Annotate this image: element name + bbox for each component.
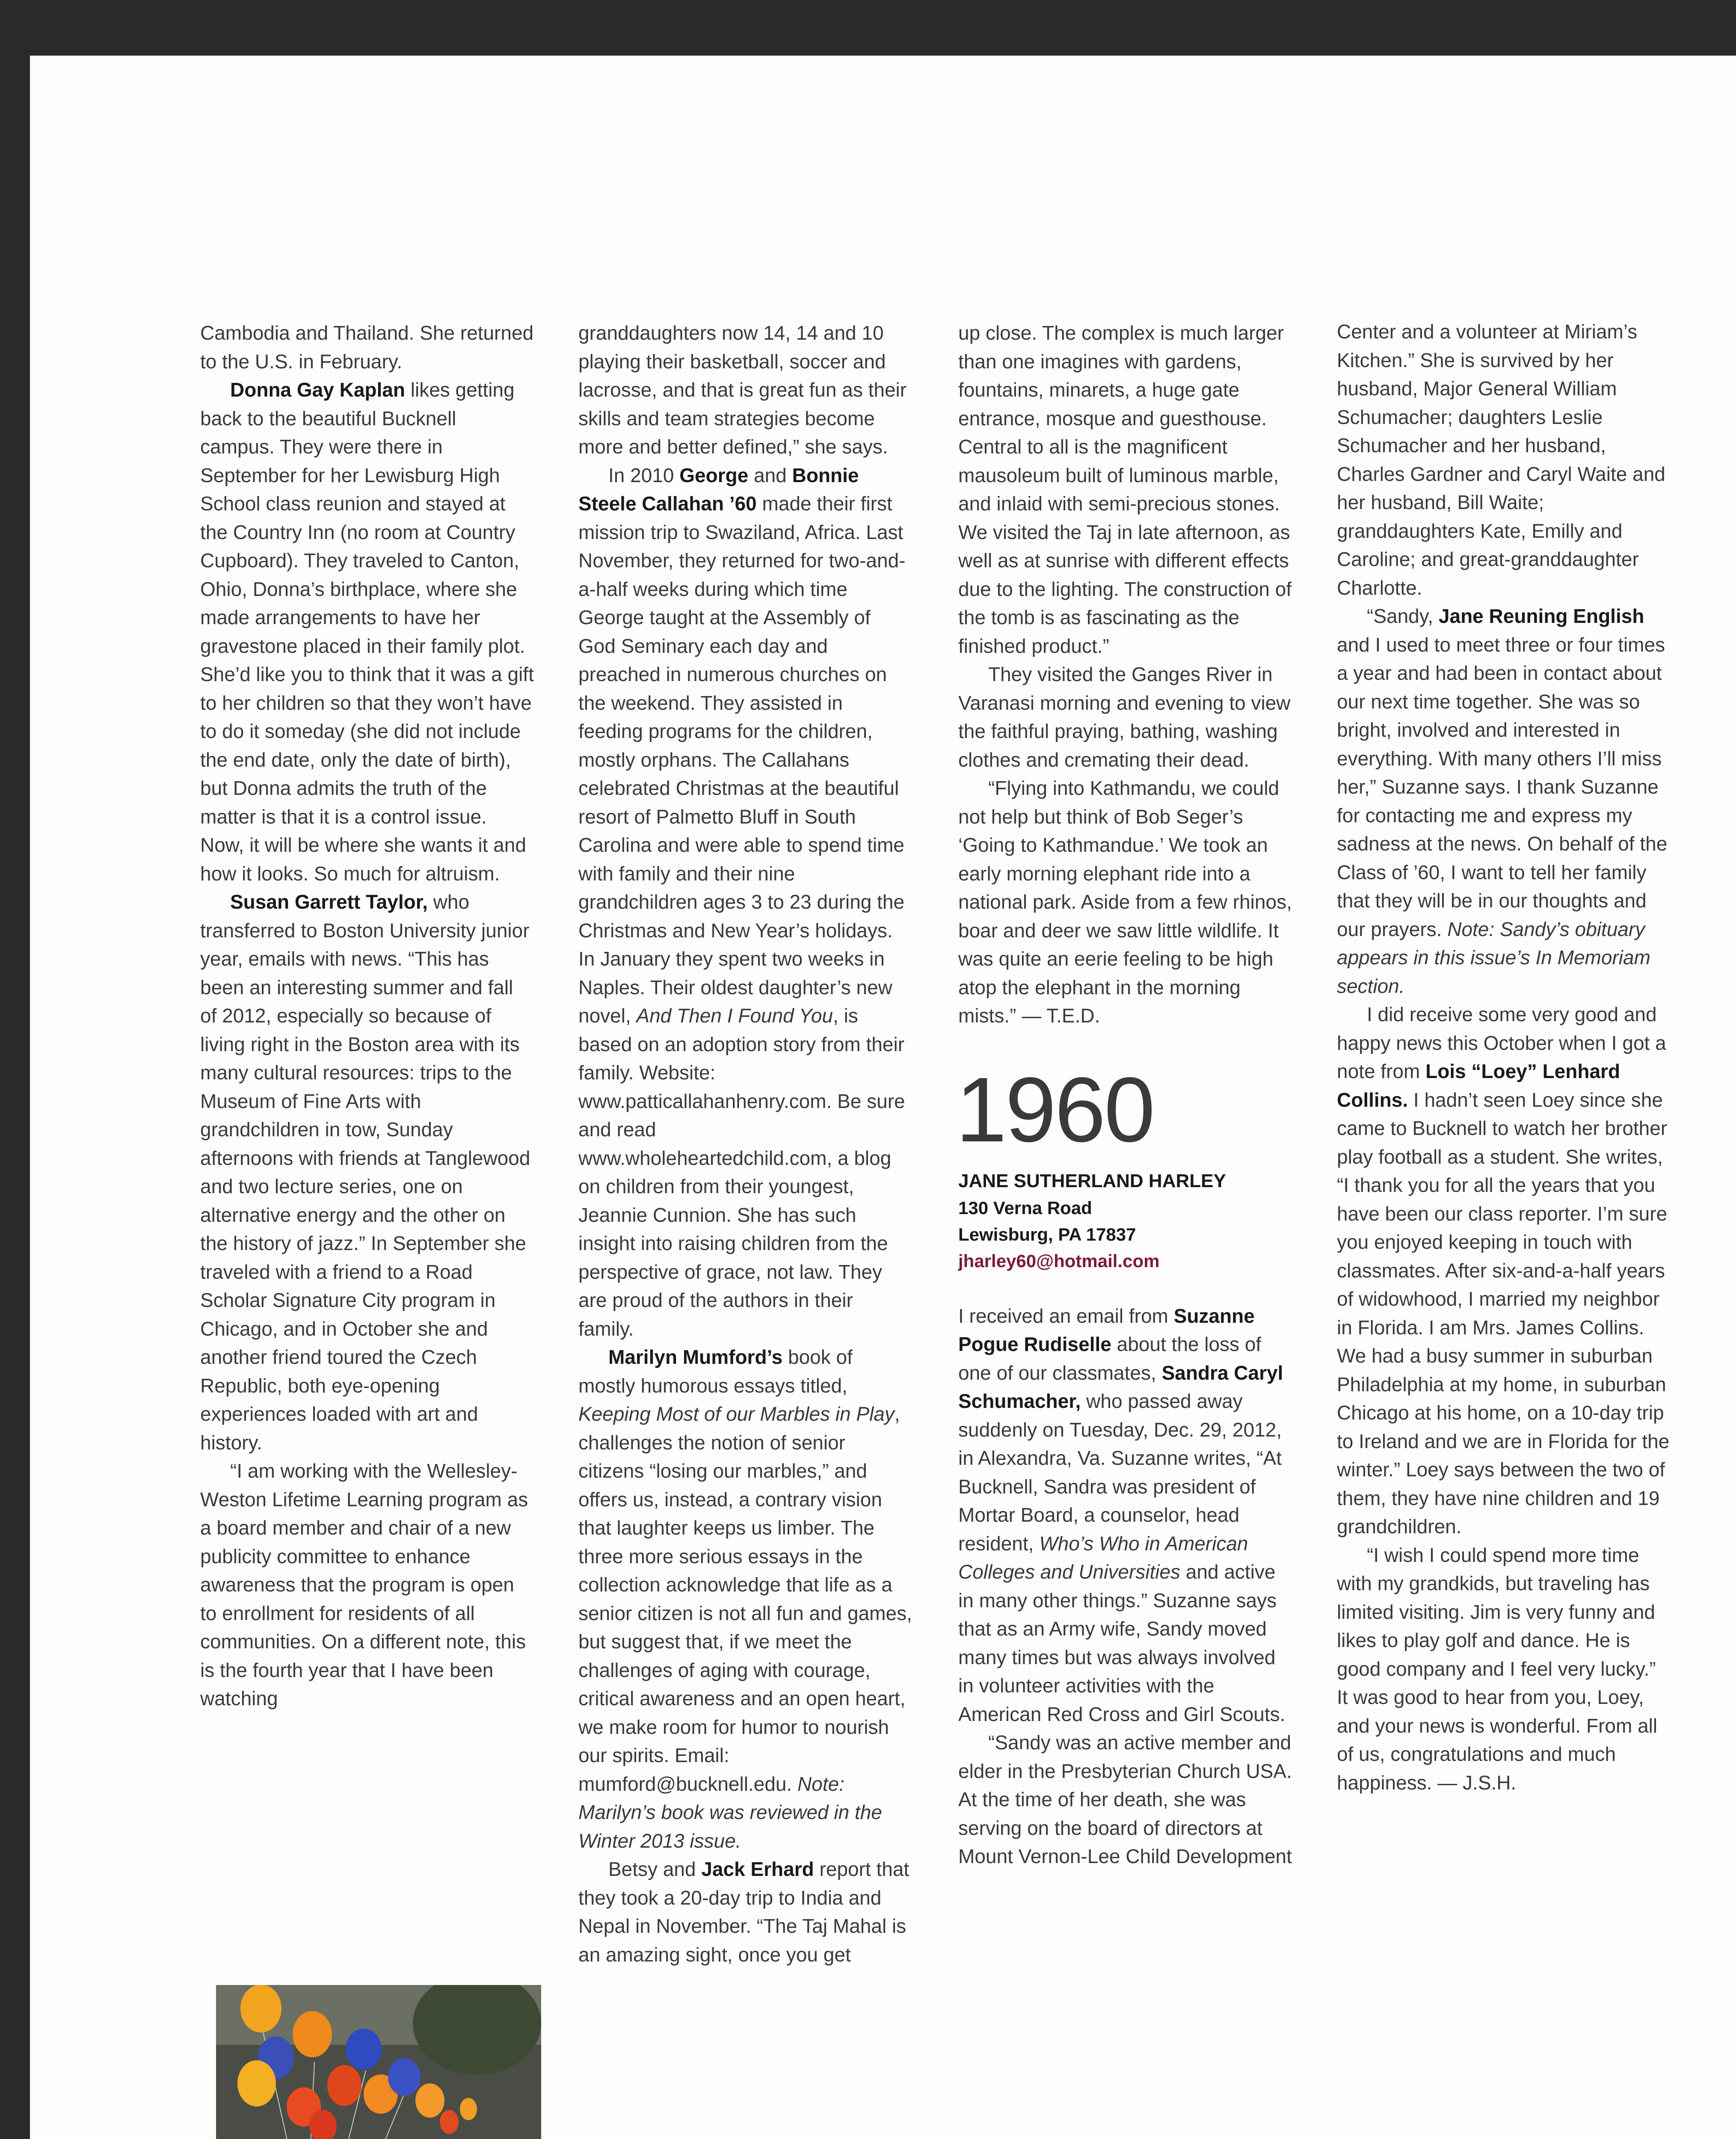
classmate-name: Lois “Loey” Lenhard Collins. xyxy=(1337,1060,1620,1111)
editor-note: Note: Marilyn’s book was reviewed in the Winter 2013 issue. xyxy=(578,1772,882,1852)
paragraph: “Sandy, Jane Reuning English and I used to meet three or four times a year and had been in contact about our next time together. She was so bright, involved and interested in everything. With many others I’ll miss her,” Suzanne says. I thank Suzanne for contacting me and express my sadness at the news. On behalf of the Class of ’60, I want to tell her family that they will be in our thoughts and our prayers. Note: Sandy’s obituary appears in this issue’s In Memoriam section. xyxy=(1337,605,1668,997)
column-4 xyxy=(1337,317,1671,1797)
book-title: And Then I Found You xyxy=(636,1004,833,1027)
paragraph: They visited the Ganges River in Varanasi morning and evening to view the faithful praying, bathing, washing clothes and cremating their dead. xyxy=(958,663,1291,771)
balloons-photo xyxy=(216,1985,541,2139)
class-year-heading: 1960 xyxy=(956,1058,1154,1161)
classmate-name: Jack Erhard xyxy=(701,1858,814,1880)
paragraph: I received an email from Suzanne Pogue Rudiselle about the loss of one of our classmates, Sandra Caryl Schumacher, who passed away suddenly on Tuesday, Dec. 29, 2012, in Alexandra, Va. Suzanne writes, “At Bucknell, Sandra was president of Mortar Board, a counselor, head resident, Who’s Who in American Colleges and Universities and active in many other things.” Suzanne says that as an Army wife, Sandy moved many times but was always involved in volunteer activities with the American Red Cross and Girl Scouts. xyxy=(958,1304,1286,1725)
classmate-name: Donna Gay Kaplan xyxy=(230,379,405,401)
paragraph: Cambodia and Thailand. She returned to the U.S. in February. xyxy=(200,322,534,373)
paragraph: Donna Gay Kaplan likes getting back to the beautiful Bucknell campus. They were there in September for her Lewisburg High School class reunion and stayed at the Country Inn (no room at Country Cupboard). They traveled to Canton, Ohio, Donna’s birthplace, where she made arrangements to have her gravestone placed in their family plot. She’d like you to think that it was a gift to her children so that they won’t have to do it someday (she did not include the end date, only the date of birth), but Donna admits the truth of the matter is that it is a control issue. Now, it will be where she wants it and how it looks. So much for altruism. xyxy=(200,379,534,885)
paragraph: “I wish I could spend more time with my grandkids, but traveling has limited visiting. Jim is very funny and likes to play golf and dance. He is good company and I feel very lucky.” It was good to hear from you, Loey, and your news is wonderful. From all of us, congratulations and much happiness. — J.S.H. xyxy=(1337,1544,1658,1794)
reporter-name: JANE SUTHERLAND HARLEY xyxy=(958,1170,1226,1191)
column-2 xyxy=(578,319,912,1969)
reporter-city: Lewisburg, PA 17837 xyxy=(958,1224,1136,1244)
class-reporter xyxy=(958,1167,1292,1274)
balloons-illustration xyxy=(216,1985,541,2139)
classmate-name: Jane Reuning English xyxy=(1438,605,1644,627)
classmate-name: George xyxy=(679,464,749,486)
paragraph: Center and a volunteer at Miriam’s Kitchen.” She is survived by her husband, Major General William Schumacher; daughters Leslie Schumacher and her husband, Charles Gardner and Caryl Waite and her husband, Bill Waite; granddaughters Kate, Emilly and Caroline; and great-granddaughter Charlotte. xyxy=(1337,320,1665,599)
column-3 xyxy=(958,319,1292,1871)
paragraph: I did receive some very good and happy news this October when I got a note from Lois “Loey” Lenhard Collins. I hadn’t seen Loey since she came to Bucknell to watch her brother play football as a student. She writes, “I thank you for all the years that you have been our class reporter. I’m sure you enjoyed keeping in touch with classmates. After six-and-a-half years of widowhood, I married my neighbor in Florida. I am Mrs. James Collins. We had a busy summer in suburban Philadelphia at my home, in suburban Chicago at his home, on a 10-day trip to Ireland and we are in Florida for the winter.” Loey says between the two of them, they have nine children and 19 grandchildren. xyxy=(1337,1003,1670,1538)
paragraph: Betsy and Jack Erhard report that they took a 20-day trip to India and Nepal in November. “The Taj Mahal is an amazing sight, once you get xyxy=(578,1858,909,1966)
paragraph: “Sandy was an active member and elder in the Presbyterian Church USA. At the time of her death, she was serving on the board of directors at Mount Vernon-Lee Child Development xyxy=(958,1731,1292,1867)
editor-note: Note: Sandy’s obituary appears in this issue’s In Memoriam section. xyxy=(1337,918,1650,997)
book-title: Keeping Most of our Marbles in Play xyxy=(578,1403,895,1425)
classmate-name: Suzanne Pogue Rudiselle xyxy=(958,1304,1255,1355)
paragraph: In 2010 George and Bonnie Steele Callahan ’60 made their first mission trip to Swaziland, Africa. Last November, they returned for two-and-a-half weeks during which time George taught at the Assembly of God Seminary each day and preached in numerous churches on the weekend. They assisted in feeding programs for the children, mostly orphans. The Callahans celebrated Christmas at the beautiful resort of Palmetto Bluff in South Carolina and were able to spend time with family and their nine grandchildren ages 3 to 23 during the Christmas and New Year’s holidays. In January they spent two weeks in Naples. Their oldest daughter’s new novel, And Then I Found You, is based on an adoption story from their family. Website: www.patticallahanhenry.com. Be sure and read www.wholeheartedchild.com, a blog on children from their youngest, Jeannie Cunnion. She has such insight into raising children from the perspective of grace, not law. They are proud of the authors in their family. xyxy=(578,464,906,1340)
paragraph: “I am working with the Wellesley-Weston Lifetime Learning program as a board member and chair of a new publicity committee to enhance awareness that the program is open to enrollment for residents of all communities. On a different note, this is the fourth year that I have been watching xyxy=(200,1460,528,1709)
paragraph: “Flying into Kathmandu, we could not help but think of Bob Seger’s ‘Going to Kathmandue.’ We took an early morning elephant ride into a national park. Aside from a few rhinos, boar and deer we saw little wildlife. It was quite an eerie feeling to be high atop the elephant in the morning mists.” — T.E.D. xyxy=(958,777,1292,1027)
classmate-name: Bonnie Steele Callahan ’60 xyxy=(578,464,859,515)
classmate-name: Marilyn Mumford’s xyxy=(608,1346,783,1368)
classmate-name: Sandra Caryl Schumacher, xyxy=(958,1361,1283,1412)
column-1 xyxy=(200,319,534,1713)
paragraph: Susan Garrett Taylor, who transferred to Boston University junior year, emails with news. “This has been an interesting summer and fall of 2012, especially so because of living right in the Boston area with its many cultural resources: trips to the Museum of Fine Arts with grandchildren in tow, Sunday afternoons with friends at Tanglewood and two lecture series, one on alternative energy and the other on the history of jazz.” In September she traveled with a friend to a Road Scholar Signature City program in Chicago, and in October she and another friend toured the Czech Republic, both eye-opening experiences loaded with art and history. xyxy=(200,891,530,1454)
paragraph: Marilyn Mumford’s book of mostly humorous essays titled, Keeping Most of our Marbles in Play, challenges the notion of senior citizens “losing our marbles,” and offers us, instead, a contrary vision that laughter keeps us limber. The three more serious essays in the collection acknowledge that life as a senior citizen is not all fun and games, but suggest that, if we meet the challenges of aging with courage, critical awareness and an open heart, we make room for humor to nourish our spirits. Email: mumford@bucknell.edu. Note: Marilyn’s book was reviewed in the Winter 2013 issue. xyxy=(578,1346,912,1852)
reporter-email[interactable]: jharley60@hotmail.com xyxy=(958,1250,1160,1271)
classmate-name: Susan Garrett Taylor, xyxy=(230,891,428,913)
italic-title: Who’s Who in American Colleges and Universities xyxy=(958,1532,1248,1583)
reporter-street: 130 Verna Road xyxy=(958,1197,1092,1218)
paragraph: up close. The complex is much larger than one imagines with gardens, fountains, minarets, a huge gate entrance, mosque and guesthouse. Central to all is the magnificent mausoleum built of luminous marble, and inlaid with semi-precious stones. We visited the Taj in late afternoon, as well as at sunrise with different effects due to the lighting. The construction of the tomb is as fascinating as the finished product.” xyxy=(958,322,1292,657)
paragraph: granddaughters now 14, 14 and 10 playing their basketball, soccer and lacrosse, and that is great fun as their skills and team strategies become more and better defined,” she says. xyxy=(578,322,907,458)
